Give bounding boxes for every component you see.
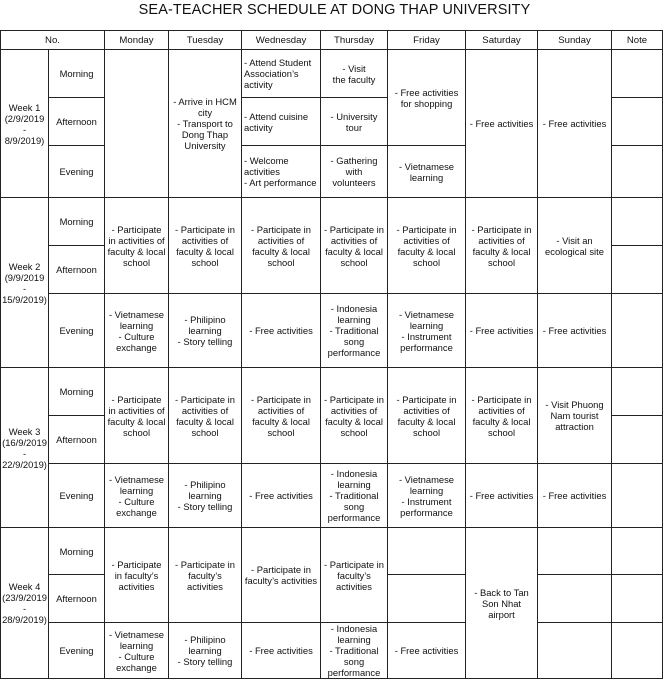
header-row: [1, 31, 663, 50]
cell-w3-tue: - Participate in activities of faculty & local school: [169, 368, 242, 464]
cell-w3-sat: - Participate in activities of faculty & local school: [466, 368, 538, 464]
cell-w1-sun: - Free activities: [538, 50, 612, 198]
cell-w1-note-morning: [612, 50, 663, 98]
time-afternoon: Afternoon: [49, 416, 105, 464]
cell-w4-fri-afternoon: [388, 575, 466, 623]
cell-w4-wed-evening: - Free activities: [242, 623, 321, 679]
cell-w3-thu-evening: - Indonesia learning - Traditional song performance: [321, 464, 388, 528]
time-afternoon: Afternoon: [49, 575, 105, 623]
week-end-date: 8/9/2019): [4, 134, 45, 146]
time-evening: Evening: [49, 294, 105, 368]
schedule-table: [0, 30, 663, 679]
cell-w4-mon-evening: - Vietnamese learning - Culture exchange: [105, 623, 169, 679]
week4-evening-row: [1, 623, 663, 679]
cell-w3-fri-evening: - Vietnamese learning - Instrument performance: [388, 464, 466, 528]
cell-w4-sun-evening: [538, 623, 612, 679]
cell-w1-note-afternoon: [612, 98, 663, 146]
week-end-date: 15/9/2019): [2, 293, 47, 305]
week4-label: [1, 528, 49, 679]
time-afternoon: Afternoon: [49, 246, 105, 294]
cell-w2-note-evening: [612, 294, 663, 368]
cell-w2-mon: - Participate in activities of faculty & local school: [105, 198, 169, 294]
cell-w2-thu-evening: - Indonesia learning - Traditional song performance: [321, 294, 388, 368]
cell-w2-note-morning: [612, 198, 663, 246]
header-tuesday: Tuesday: [169, 31, 242, 50]
week-title: Week 1: [8, 101, 41, 113]
week-start-date: (9/9/2019: [4, 271, 45, 283]
cell-w3-note-evening: [612, 464, 663, 528]
week-title: Week 3: [8, 425, 41, 437]
cell-w4-note-morning: [612, 528, 663, 575]
cell-w3-mon-evening: - Vietnamese learning - Culture exchange: [105, 464, 169, 528]
time-evening: Evening: [49, 464, 105, 528]
cell-w2-sat: - Participate in activities of faculty & local school: [466, 198, 538, 294]
header-note: Note: [612, 31, 663, 50]
time-evening: Evening: [49, 146, 105, 198]
cell-w1-wed-evening: - Welcome activities - Art performance: [242, 146, 321, 198]
cell-w3-wed-evening: - Free activities: [242, 464, 321, 528]
week3-label: [1, 368, 49, 528]
cell-w1-sat: - Free activities: [466, 50, 538, 198]
cell-w2-fri-evening: - Vietnamese learning - Instrument performance: [388, 294, 466, 368]
cell-w1-thu-afternoon: - University tour: [321, 98, 388, 146]
cell-w1-fri-evening: - Vietnamese learning: [388, 146, 466, 198]
header-friday: Friday: [388, 31, 466, 50]
week-end-date: 22/9/2019): [2, 458, 47, 470]
cell-w4-note-evening: [612, 623, 663, 679]
cell-w2-mon-evening: - Vietnamese learning - Culture exchange: [105, 294, 169, 368]
cell-w2-fri: - Participate in activities of faculty & local school: [388, 198, 466, 294]
header-monday: Monday: [105, 31, 169, 50]
week1-morning-row: [1, 50, 663, 98]
cell-w3-fri: - Participate in activities of faculty & local school: [388, 368, 466, 464]
week3-morning-row: [1, 368, 663, 416]
week2-label: [1, 198, 49, 368]
time-afternoon: Afternoon: [49, 98, 105, 146]
week3-evening-row: [1, 464, 663, 528]
cell-w1-thu-evening: - Gathering with volunteers: [321, 146, 388, 198]
cell-w2-sun: - Visit an ecological site: [538, 198, 612, 294]
cell-w4-mon: - Participate in faculty’s activities: [105, 528, 169, 623]
cell-w1-wed-afternoon: - Attend cuisine activity: [242, 98, 321, 146]
cell-w2-wed-evening: - Free activities: [242, 294, 321, 368]
week4-morning-row: [1, 528, 663, 575]
header-no: No.: [1, 31, 105, 50]
week1-label: [1, 50, 49, 198]
page-title: SEA-TEACHER SCHEDULE AT DONG THAP UNIVERSITY: [138, 2, 531, 18]
cell-w1-fri-morning-afternoon: - Free activities for shopping: [388, 50, 466, 146]
cell-w4-tue: - Participate in faculty’s activities: [169, 528, 242, 623]
cell-w4-sun-morning: [538, 528, 612, 575]
week-date-dash: -: [22, 603, 27, 614]
week-start-date: (23/9/2019: [2, 592, 47, 603]
header-sunday: Sunday: [538, 31, 612, 50]
header-wednesday: Wednesday: [242, 31, 321, 50]
cell-w4-sat: - Back to Tan Son Nhat airport: [466, 528, 538, 679]
header-saturday: Saturday: [466, 31, 538, 50]
cell-w2-tue: - Participate in activities of faculty & local school: [169, 198, 242, 294]
cell-w1-wed-morning: - Attend Student Association’s activity: [242, 50, 321, 98]
week-date-dash: -: [22, 123, 27, 135]
cell-w3-sun: - Visit Phuong Nam tourist attraction: [538, 368, 612, 464]
cell-w1-tue: - Arrive in HCM city - Transport to Dong Thap University: [169, 50, 242, 198]
cell-w3-note-morning: [612, 368, 663, 416]
cell-w2-note-afternoon: [612, 246, 663, 294]
time-evening: Evening: [49, 623, 105, 679]
cell-w4-fri-evening: - Free activities: [388, 623, 466, 679]
cell-w3-sun-evening: - Free activities: [538, 464, 612, 528]
week-end-date: 28/9/2019): [2, 614, 47, 625]
week-date-dash: -: [22, 447, 27, 459]
cell-w4-note-afternoon: [612, 575, 663, 623]
time-morning: Morning: [49, 50, 105, 98]
cell-w3-mon: - Participate in activities of faculty & local school: [105, 368, 169, 464]
week-start-date: (16/9/2019: [2, 436, 47, 448]
cell-w4-sun-afternoon: [538, 575, 612, 623]
cell-w4-thu: - Participate in faculty’s activities: [321, 528, 388, 623]
cell-w1-thu-morning: - Visit the faculty: [321, 50, 388, 98]
cell-w1-mon: [105, 50, 169, 198]
header-thursday: Thursday: [321, 31, 388, 50]
cell-w4-thu-evening: - Indonesia learning - Traditional song performance: [321, 623, 388, 679]
week-start-date: (2/9/2019: [4, 112, 45, 124]
time-morning: Morning: [49, 198, 105, 246]
cell-w2-tue-evening: - Philipino learning - Story telling: [169, 294, 242, 368]
cell-w3-wed: - Participate in activities of faculty & local school: [242, 368, 321, 464]
time-morning: Morning: [49, 368, 105, 416]
cell-w2-sat-evening: - Free activities: [466, 294, 538, 368]
cell-w3-thu: - Participate in activities of faculty & local school: [321, 368, 388, 464]
week2-evening-row: [1, 294, 663, 368]
cell-w2-sun-evening: - Free activities: [538, 294, 612, 368]
cell-w2-wed: - Participate in activities of faculty & local school: [242, 198, 321, 294]
cell-w4-wed: - Participate in faculty’s activities: [242, 528, 321, 623]
cell-w3-sat-evening: - Free activities: [466, 464, 538, 528]
week2-morning-row: [1, 198, 663, 246]
week-title: Week 2: [8, 260, 41, 272]
time-morning: Morning: [49, 528, 105, 575]
week-title: Week 4: [8, 581, 41, 592]
cell-w3-note-afternoon: [612, 416, 663, 464]
week-date-dash: -: [22, 282, 27, 294]
cell-w4-tue-evening: - Philipino learning - Story telling: [169, 623, 242, 679]
cell-w3-tue-evening: - Philipino learning - Story telling: [169, 464, 242, 528]
cell-w2-thu: - Participate in activities of faculty & local school: [321, 198, 388, 294]
cell-w4-fri-morning: [388, 528, 466, 575]
cell-w1-note-evening: [612, 146, 663, 198]
